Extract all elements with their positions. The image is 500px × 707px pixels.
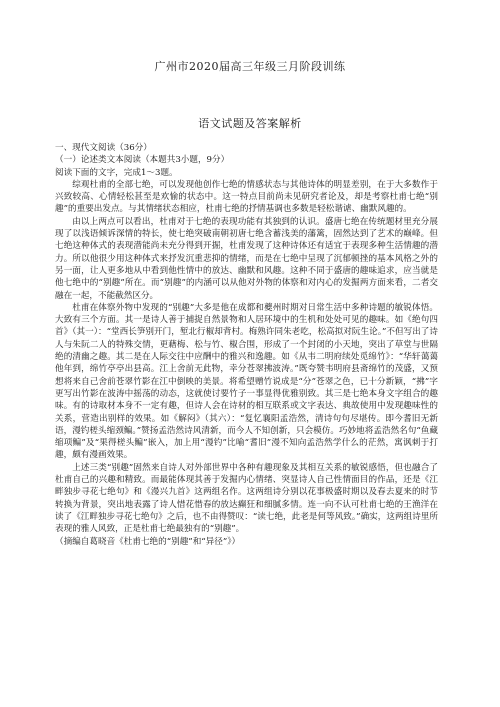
paragraph-4: 上述三类“别趣”固然来自诗人对外部世界中各种有趣现象及其相互关系的敏锐感悟，但也融合了杜甫自己的兴趣和精致。而最能体现其善于发掘内心情绪、突显诗人自己性情面目的作品，还是《江畔独步寻花七绝句》和《漫兴九首》这两组名作。这两组诗分别以花事极盛时期以及春去夏来的时节转换为背景，突出地表露了诗人惜花惜春的放达癫狂和细腻多情。连一向不认可杜甫七绝的王渔洋在读了《江畔独步寻花七绝句》之后，也不由得赞叹：“读七绝，此老是何等风致。”确实，这两组诗里所表现的雅人风致，正是杜甫七绝最独有的“别趣”。	[55, 462, 438, 535]
section-heading: 一、现代文阅读（36分）	[55, 143, 152, 153]
document-subtitle: 语文试题及答案解析	[198, 117, 302, 130]
subsection-heading: （一）论述类文本阅读（本题共3小题，9分）	[55, 155, 230, 166]
source-citation: （摘编自葛晓音《杜甫七绝的“别趣”和“异径”》）	[55, 536, 241, 547]
paragraph-3: 杜甫在体察外物中发现的“别趣”大多是他在成都和夔州时期对日常生活中多种诗题的敏锐体悟。大致有三个方面。其一是诗人善于捕捉自然景物和人居环境中的生机和处处可见的趣味。如《绝句四首》（其一）：“堂西长笋别开门，堑北行椒却背村。梅熟许同朱老吃，松高拟对阮生论。”不但写出了诗人与朱阮二人的特殊交情，更藉梅、松与竹、椒合围，形成了一个封闭的小天地，突出了草堂与世隔绝的清幽之趣。其二是在人际交往中应酬中的雅兴和逸趣。如《从韦二明府续处觅绵竹》：“华轩蔼蔼他年到，绵竹亭亭出县高。江上舍前无此物，幸分苍翠拂波涛。”既夸赞韦明府县斋绵竹的茂盛，又预想将来自己舍前苍翠竹影在江中倒映的美景。将希望赠竹说成是“分”苍翠之色，已十分新颖，“拂”字更写出竹影在波涛中摇荡的动态，这就使讨要竹子一事显得优雅别致。其三是七绝本身文字组合的趣味。有的诗取材本身不一定有趣，但诗人会在诗材的相互联系或文字表达、典故使用中发现趣味性的关系，营造出别样的效果。如《解闷》（其六）：“复忆襄阳孟浩然，清诗句句尽堪传。即今耆旧无新语，漫钓槎头缩颈鳊。”赞扬孟浩然诗风清新，而今人不知创新，只会模仿。巧妙地将孟浩然名句“鱼藏缩项鳊”及“果得槎头鳊”嵌入，加上用“漫钓”比喻“耆旧”漫不知向孟浩然学什么的茫然，寓讽刺于打趣，颇有漫画效果。	[55, 302, 438, 461]
reading-instruction: 阅读下面的文字，完成1～3题。	[55, 167, 178, 178]
document-title: 广州市2020届高三年级三月阶段训练	[154, 60, 346, 73]
document-body	[55, 142, 438, 548]
paragraph-1: 综观杜甫的全部七绝，可以发现他创作七绝的情感状态与其他诗体的明显差别，在于大多数作于兴致较高、心情轻松甚至是欢愉的状态中。这一特点目前尚未见研究者论及，却是考察杜甫七绝“别趣”的重要出发点。与其情绪状态相应，杜甫七绝的抒情基调也多数是轻松谐谑、幽默风趣的。	[55, 179, 438, 215]
paragraph-2: 由以上两点可以看出，杜甫对于七绝的表现功能有其独到的认识。盛唐七绝在传统题材里充分展现了以浅语倾诉深情的特长，使七绝突破南朝初唐七绝含蓄浅美的藩篱，固然达到了艺术的巅峰。但七绝这种体式的表现潜能尚未充分得到开掘，杜甫发现了这种诗体还有适宜于表现多种生活情趣的潜力。所以他很少用这种体式来抒发沉重悲抑的情绪，而是在七绝中呈现了沉郁顿挫的基本风格之外的另一面，让人更多地从中看到他性情中的放达、幽默和风趣。这种不同于盛唐的趣味追求，应当就是他七绝中的“别趣”所在。而“别趣”的内涵可以从他对外物的体察和对内心的发掘两方面来看，二者交融在一起，不能截然区分。	[55, 216, 438, 301]
